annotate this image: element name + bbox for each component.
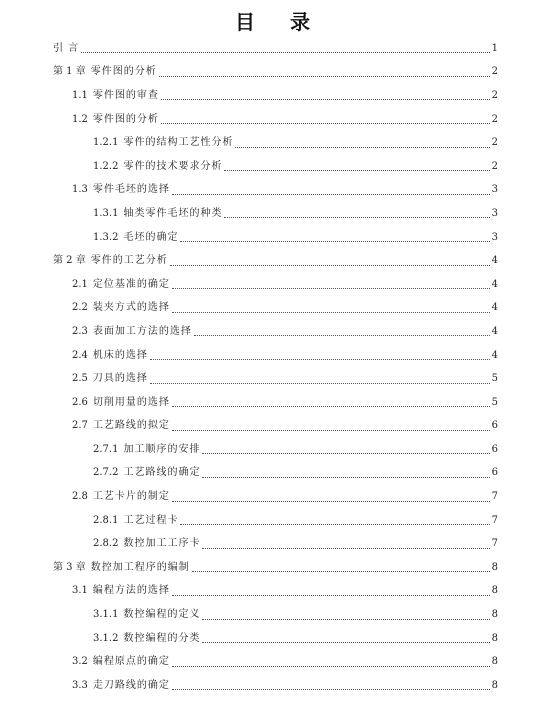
toc-dot-leader [172,406,490,407]
toc-entry-number: 1.2.2 [93,160,119,172]
toc-entry-title: 零件的结构工艺性分析 [123,137,234,149]
toc-page-number: 8 [491,585,498,597]
toc-entry-title: 加工顺序的安排 [123,443,201,455]
toc-dot-leader [180,524,489,525]
toc-entry[interactable] [53,485,498,509]
toc-entry[interactable] [53,344,498,368]
toc-entry-title: 定位基准的确定 [92,278,170,290]
toc-entry-title: 编程方法的选择 [92,585,170,597]
toc-page-number: 6 [491,443,498,455]
toc-dot-leader [172,501,490,502]
toc-entry-title: 工艺过程卡 [123,514,179,526]
toc-dot-leader [194,335,490,336]
toc-dot-leader [235,147,489,148]
toc-dot-leader [224,170,489,171]
toc-entry[interactable] [53,226,498,250]
toc-entry[interactable] [53,131,498,155]
toc-page-number: 3 [491,207,498,219]
toc-page-number: 1 [491,42,498,54]
toc-entry-title: 刀具的选择 [92,373,148,385]
toc-entry-title: 数控编程的分类 [123,632,201,644]
toc-entry[interactable] [53,155,498,179]
toc-entry[interactable] [53,367,498,391]
toc-entry[interactable] [53,509,498,533]
toc-page-number: 4 [491,349,498,361]
toc-entry[interactable] [53,84,498,108]
toc-page-number: 7 [491,514,498,526]
toc-entry-title: 切削用量的选择 [92,396,170,408]
toc-entry-number: 2.8 [72,491,88,503]
toc-entry-number: 1.2.1 [93,137,119,149]
toc-entry-number: 3.2 [72,656,88,668]
page-title: 目 录 [235,10,324,34]
toc-entry-number: 1.3 [72,184,88,196]
toc-entry-number: 3.1.1 [93,609,119,621]
toc-entry-title: 轴类零件毛坯的种类 [123,207,223,219]
toc-entry-title: 数控编程的定义 [123,609,201,621]
toc-page-number: 8 [491,561,498,573]
toc-entry-title: 零件图的分析 [92,113,159,125]
toc-page-number: 7 [491,491,498,503]
toc-page-number: 8 [491,656,498,668]
toc-entry-title: 工艺路线的拟定 [92,420,170,432]
toc-page-number: 4 [491,302,498,314]
toc-entry-title: 走刀路线的确定 [92,679,170,691]
toc-page-number: 3 [491,184,498,196]
toc-entry-title: 零件图的分析 [90,66,157,78]
toc-entry-number: 3.3 [72,679,88,691]
toc-entry[interactable] [53,532,498,556]
toc-page-number: 6 [491,467,498,479]
toc-entry-title: 零件的工艺分析 [90,255,168,267]
toc-entry-number: 3.1 [72,585,88,597]
toc-entry[interactable] [53,580,498,604]
toc-entry-number: 2.7 [72,420,88,432]
toc-page-number: 8 [491,632,498,644]
toc-entry-number: 第 2 章 [53,255,86,267]
toc-entry[interactable] [53,438,498,462]
toc-dot-leader [172,312,490,313]
toc-page-number: 4 [491,278,498,290]
toc-dot-leader [224,217,489,218]
toc-dot-leader [202,477,489,478]
toc-entry[interactable] [53,61,498,85]
toc-entry-number: 2.6 [72,396,88,408]
toc-entry[interactable] [53,556,498,580]
toc-dot-leader [161,123,490,124]
toc-entry[interactable] [53,273,498,297]
toc-dot-leader [172,689,490,690]
toc-entry[interactable] [53,650,498,674]
toc-page-number: 8 [491,679,498,691]
toc-dot-leader [172,288,490,289]
toc-entry-title: 工艺卡片的制定 [92,491,170,503]
toc-page-number: 5 [491,396,498,408]
toc-page-number: 3 [491,231,498,243]
toc-entry-number: 3.1.2 [93,632,119,644]
toc-dot-leader [202,619,489,620]
toc-entry-number: 1.3.2 [93,231,119,243]
toc-dot-leader [150,359,490,360]
toc-entry-title: 装夹方式的选择 [92,302,170,314]
toc-page-number: 2 [491,137,498,149]
toc-entry-number: 2.5 [72,373,88,385]
toc-dot-leader [192,571,490,572]
toc-entry[interactable] [53,202,498,226]
toc-entry-number: 第 1 章 [53,66,86,78]
toc-entry-title: 毛坯的确定 [123,231,179,243]
toc-entry-number: 2.4 [72,349,88,361]
toc-entry[interactable] [53,462,498,486]
toc-entry-number: 2.2 [72,302,88,314]
toc-dot-leader [81,52,489,53]
toc-page-number: 2 [491,160,498,172]
toc-entry-title: 零件图的审查 [92,89,159,101]
toc-entry-title: 引 言 [53,42,80,54]
toc-entry[interactable] [53,37,498,61]
toc-page-number: 4 [491,325,498,337]
toc-entry[interactable] [53,627,498,651]
toc-dot-leader [180,241,489,242]
toc-entry[interactable] [53,108,498,132]
toc-page-number: 5 [491,373,498,385]
toc-dot-leader [172,194,490,195]
toc-page-number: 4 [491,255,498,267]
toc-page-number: 8 [491,609,498,621]
toc-dot-leader [170,265,490,266]
toc-dot-leader [172,595,490,596]
toc-dot-leader [202,548,489,549]
toc-entry-title: 工艺路线的确定 [123,467,201,479]
toc-page-number: 6 [491,420,498,432]
toc-entry-number: 2.8.2 [93,538,119,550]
toc-entry[interactable] [53,179,498,203]
toc-page-number: 7 [491,538,498,550]
toc-dot-leader [150,383,490,384]
toc-dot-leader [159,76,490,77]
toc-page-number: 2 [491,113,498,125]
toc-entry-number: 2.7.2 [93,467,119,479]
toc-entry[interactable] [53,674,498,698]
toc-dot-leader [172,430,490,431]
table-of-contents [53,37,498,698]
toc-entry-title: 表面加工方法的选择 [92,325,192,337]
toc-dot-leader [202,642,489,643]
toc-entry-number: 2.3 [72,325,88,337]
toc-entry-title: 零件的技术要求分析 [123,160,223,172]
toc-entry-title: 机床的选择 [92,349,148,361]
toc-entry[interactable] [53,603,498,627]
toc-entry-title: 数控加工工序卡 [123,538,201,550]
toc-entry-number: 2.8.1 [93,514,119,526]
toc-dot-leader [202,453,489,454]
toc-entry-number: 2.1 [72,278,88,290]
toc-entry[interactable] [53,415,498,439]
toc-entry-number: 2.7.1 [93,443,119,455]
toc-entry-title: 数控加工程序的编制 [90,561,190,573]
toc-entry[interactable] [53,320,498,344]
toc-dot-leader [172,666,490,667]
toc-page-number: 2 [491,89,498,101]
toc-entry[interactable] [53,297,498,321]
toc-entry[interactable] [53,249,498,273]
toc-entry-number: 1.2 [72,113,88,125]
toc-entry-number: 1.1 [72,89,88,101]
toc-entry-number: 第 3 章 [53,561,86,573]
toc-entry-title: 编程原点的确定 [92,656,170,668]
toc-page-number: 2 [491,66,498,78]
toc-entry-title: 零件毛坯的选择 [92,184,170,196]
toc-dot-leader [161,99,490,100]
toc-entry-number: 1.3.1 [93,207,119,219]
toc-entry[interactable] [53,391,498,415]
